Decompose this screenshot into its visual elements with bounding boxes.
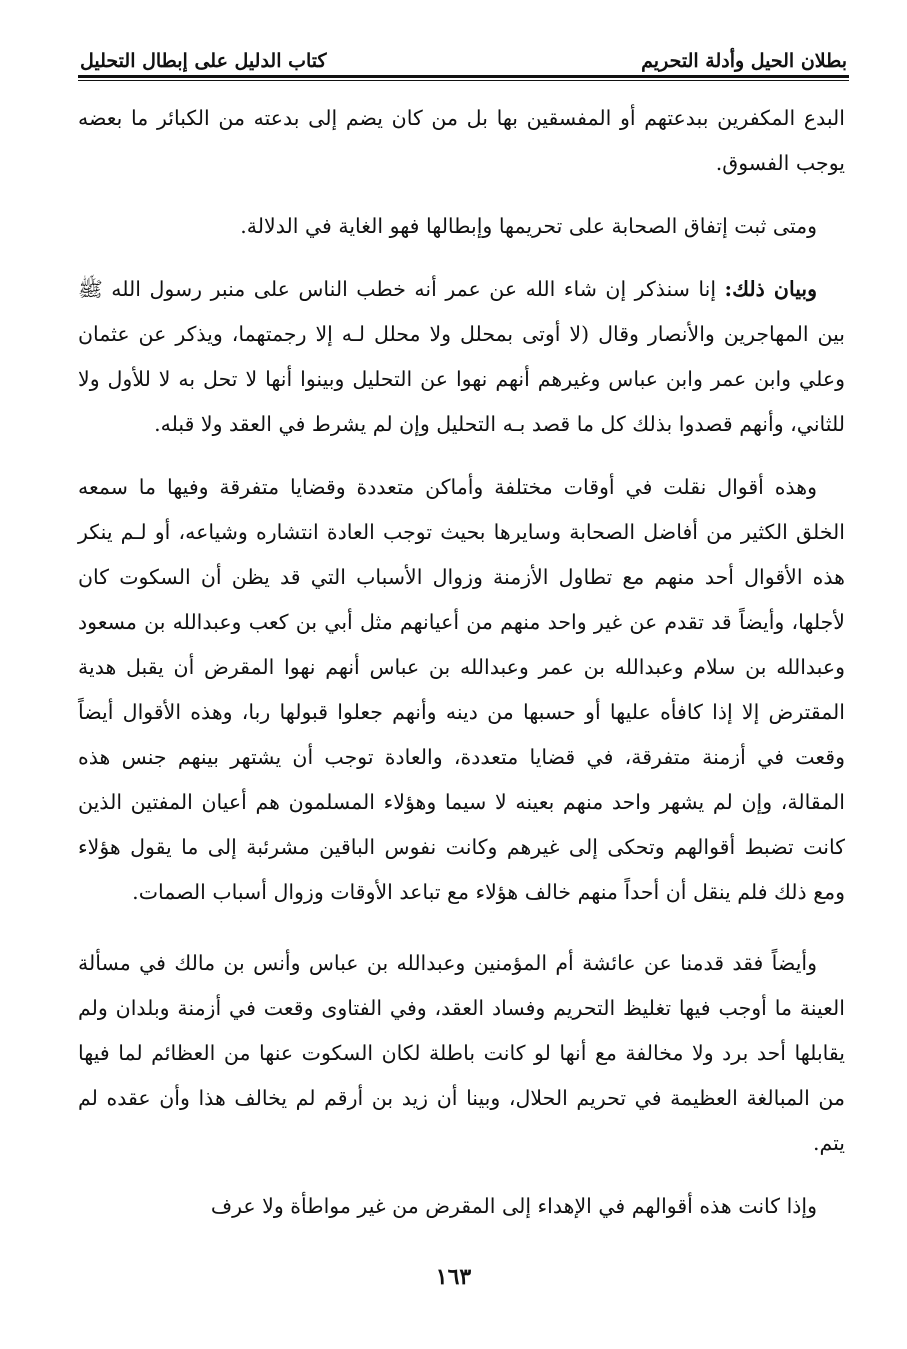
- page-number: ١٦٣: [435, 1264, 472, 1290]
- body-text: [78, 96, 845, 1229]
- paragraph-2-text: ومتى ثبت إتفاق الصحابة على تحريمها وإبطالها فهو الغاية في الدلالة.: [240, 214, 817, 238]
- paragraph-1-text: البدع المكفرين ببدعتهم أو المفسقين بها بل من كان يضم إلى بدعته من الكبائر ما بعضه يوجب الفسوق.: [78, 106, 845, 175]
- paragraph-4-text: وهذه أقوال نقلت في أوقات مختلفة وأماكن متعددة وقضايا متفرقة وفيها ما سمعه الخلق الكثير من أفاضل الصحابة وسايرها بحيث توجب العادة انتشاره وشياعه، أو لـم ينكر هذه الأقوال أحد منهم مع تطاول الأزمنة وزوال الأسباب التي قد يظن أن السكوت كان لأجلها، وأيضاً قد تقدم عن غير واحد منهم من أعيانهم مثل أبي بن كعب وعبدالله بن مسعود وعبدالله بن سلام وعبدالله بن عمر وعبدالله بن عباس أنهم نهوا المقرض أن يقبل هدية المقترض إلا إذا كافأه عليها أو حسبها من دينه وأنهم جعلوا قبولها ربا، وهذه الأقوال أيضاً وقعت في أزمنة متفرقة، في قضايا متعددة، والعادة توجب أن يشتهر بينهم جنس هذه المقالة، وإن لم يشهر واحد منهم بعينه لا سيما وهؤلاء المسلمون هم أعيان المفتين الذين كانت تضبط أقوالهم وتحكى إلى غيرهم وكانت نفوس الباقين مشرئبة إلى ما يقول هؤلاء ومع ذلك فلم ينقل أن أحداً منهم خالف هؤلاء مع تباعد الأوقات وزوال أسباب الصمات.: [78, 475, 845, 904]
- paragraph-3-text: إنا سنذكر إن شاء الله عن عمر أنه خطب الناس على منبر رسول الله ﷺ بين المهاجرين والأنصار وقال (لا أوتى بمحلل ولا محلل لـه إلا رجمتهما، ويذكر عن عثمان وعلي وابن عمر وابن عباس وغيرهم أنهم نهوا عن التحليل وبينوا أنها لا تحل به لا للأول ولا للثاني، وأنهم قصدوا بذلك كل ما قصد بـه التحليل وإن لم يشرط في العقد ولا قبله.: [78, 277, 845, 436]
- paragraph-2: [78, 204, 845, 249]
- header-rule-thin: [78, 80, 849, 81]
- paragraph-5: [78, 941, 845, 1166]
- paragraph-4: [78, 465, 845, 915]
- header-left-title: كتاب الدليل على إبطال التحليل: [80, 50, 327, 72]
- running-header: [80, 38, 847, 72]
- paragraph-3-lead: وبيان ذلك:: [724, 277, 817, 301]
- header-right-title: بطلان الحيل وأدلة التحريم: [641, 50, 847, 72]
- paragraph-6: [78, 1184, 845, 1229]
- paragraph-6-text: وإذا كانت هذه أقوالهم في الإهداء إلى المقرض من غير مواطأة ولا عرف: [210, 1194, 817, 1218]
- paragraph-1: [78, 96, 845, 186]
- header-rule-thick: [78, 75, 849, 78]
- paragraph-5-text: وأيضاً فقد قدمنا عن عائشة أم المؤمنين وعبدالله بن عباس وأنس بن مالك في مسألة العينة ما أوجب فيها تغليظ التحريم وفساد العقد، وفي الفتاوى وقعت في أزمنة وبلدان ولم يقابلها أحد برد ولا مخالفة مع أنها لو كانت باطلة لكان السكوت عنها من العظائم لما فيها من المبالغة العظيمة في تحريم الحلال، وبينا أن زيد بن أرقم لم يخالف هذا وأن عقده لم يتم.: [78, 951, 845, 1155]
- paragraph-3: [78, 267, 845, 447]
